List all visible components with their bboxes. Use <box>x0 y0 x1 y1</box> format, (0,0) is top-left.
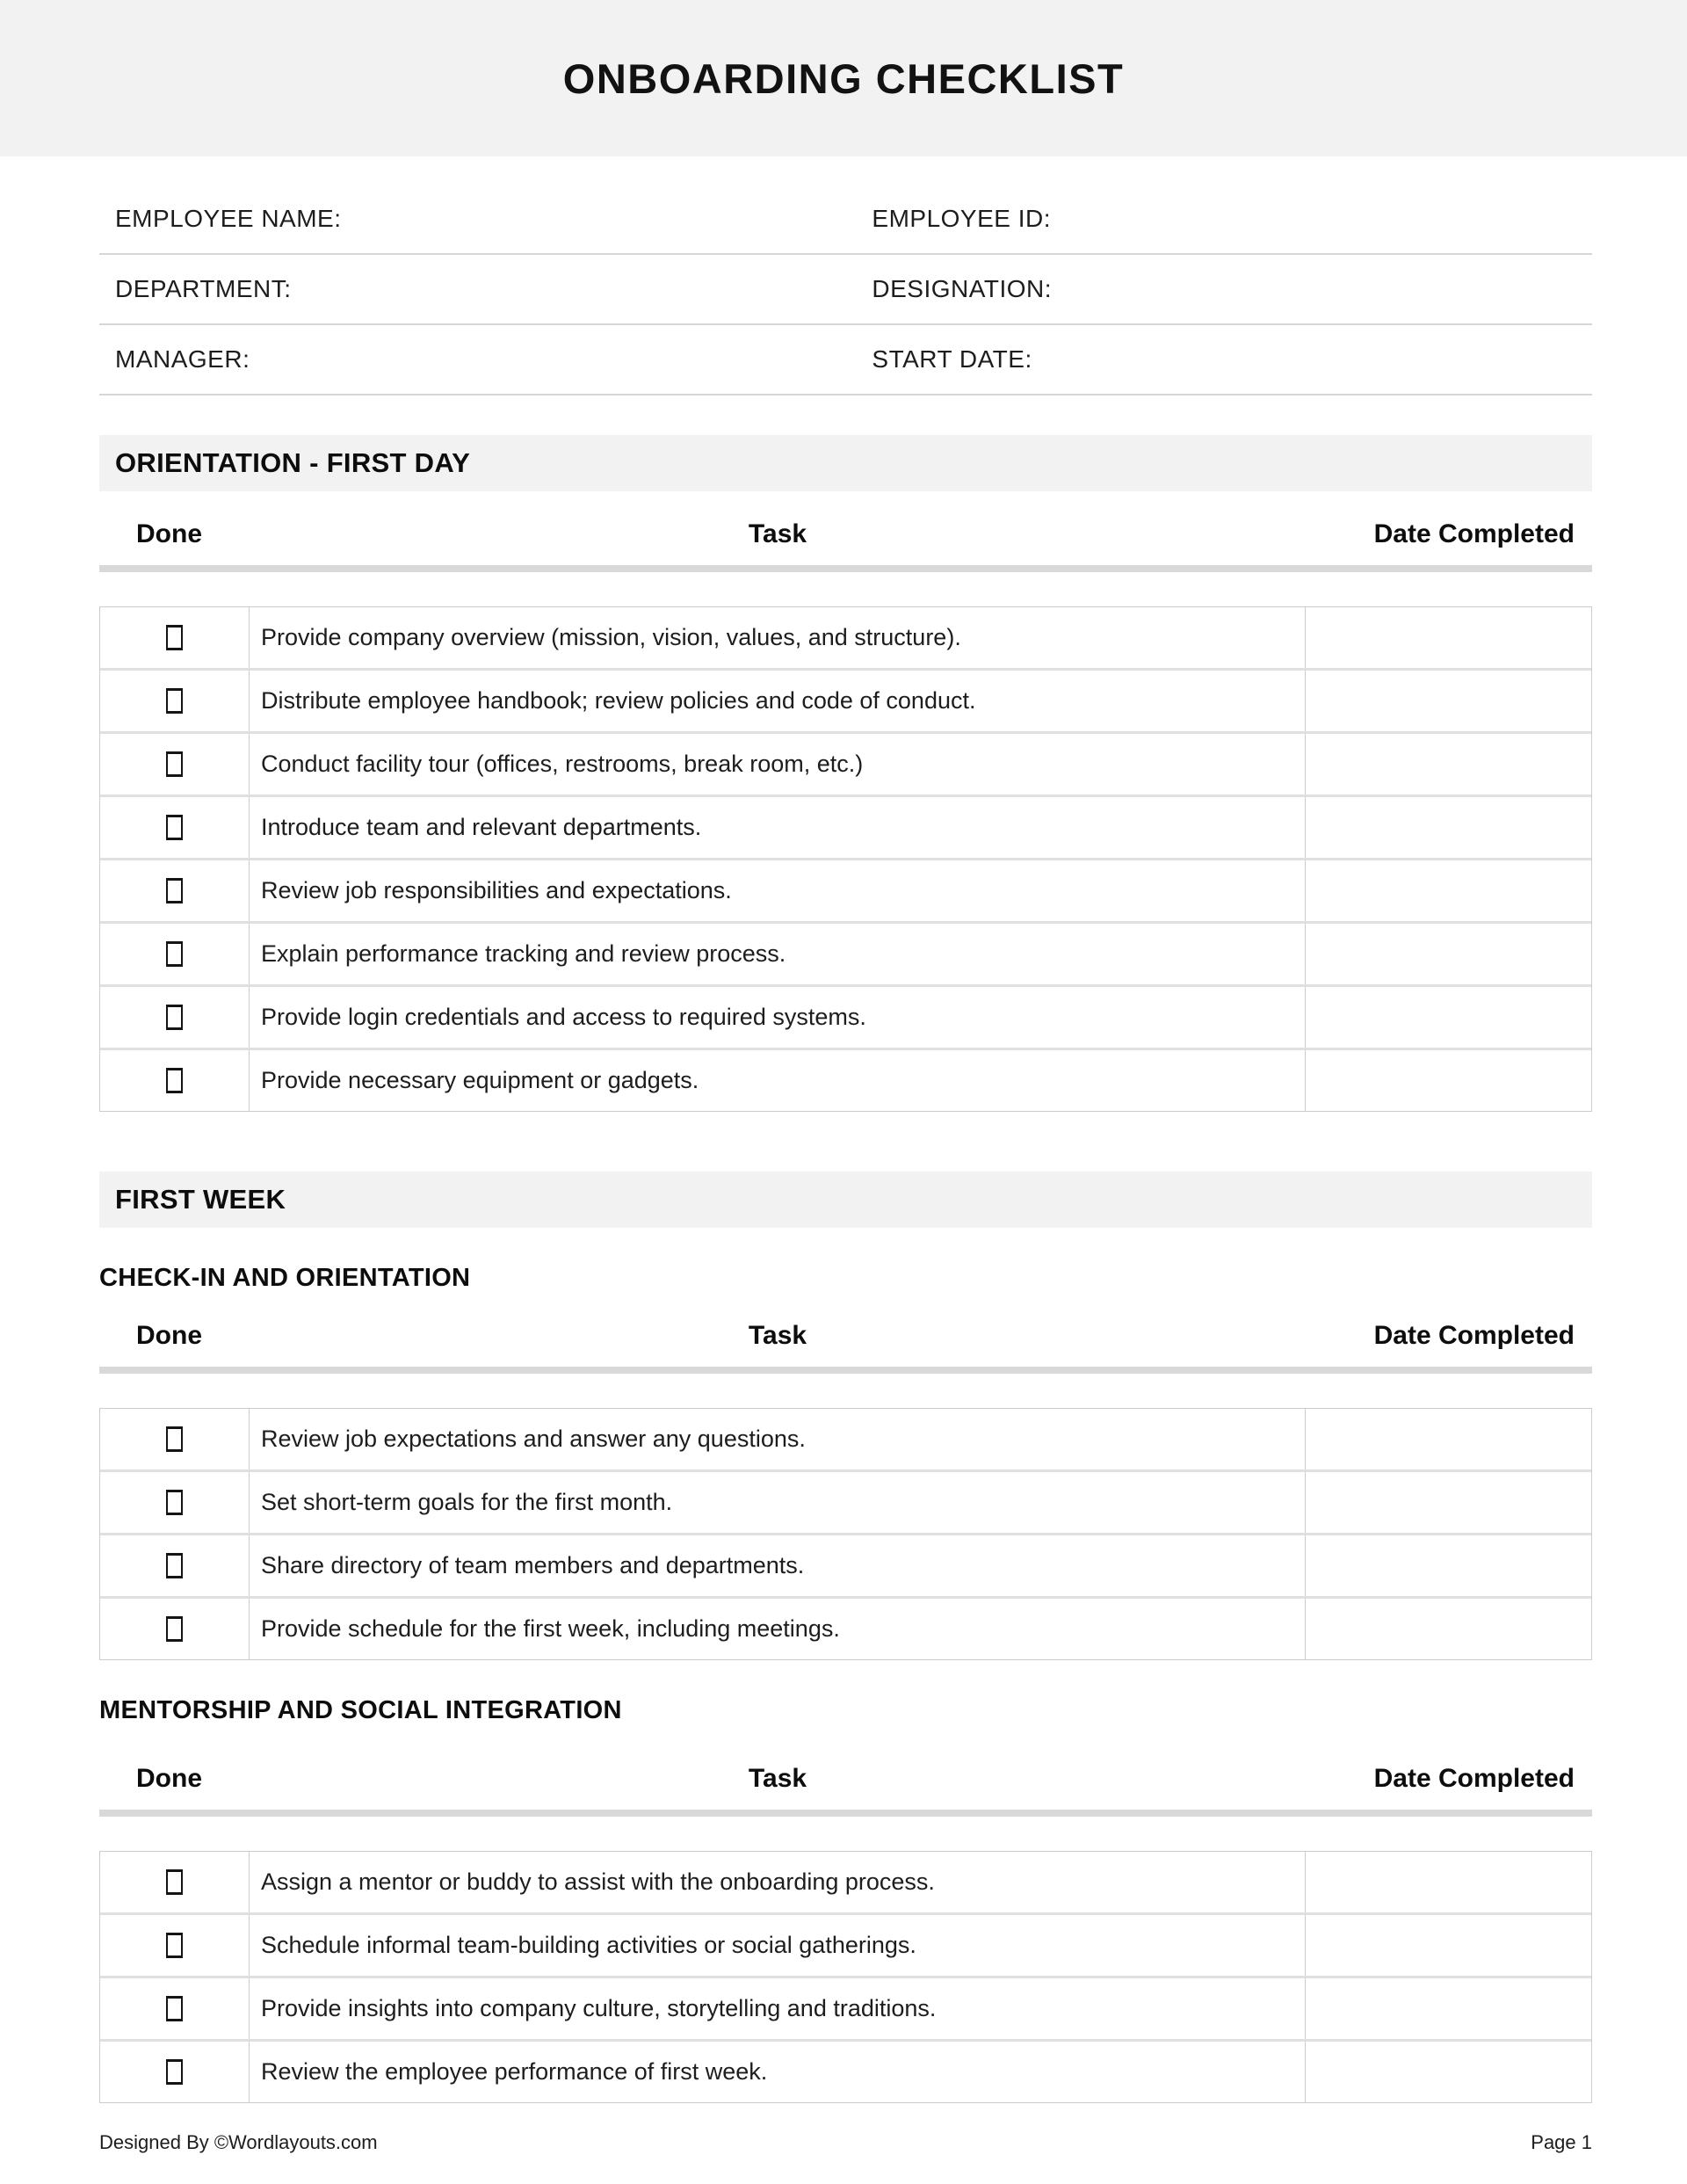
task-cell <box>250 1599 1306 1659</box>
task-label: Explain performance tracking and review process. <box>261 940 786 967</box>
task-label: Distribute employee handbook; review policies and code of conduct. <box>261 687 976 714</box>
task-cell <box>250 797 1306 858</box>
done-cell[interactable] <box>100 2042 250 2102</box>
date-completed-column-header: Date Completed <box>1373 519 1575 548</box>
empty-checkbox-icon[interactable] <box>166 878 183 903</box>
task-label: Provide company overview (mission, vision, values, and structure). <box>261 624 961 650</box>
done-cell[interactable] <box>100 1409 250 1469</box>
table-column-headers <box>99 1319 1592 1353</box>
task-cell <box>250 1915 1306 1976</box>
empty-checkbox-icon[interactable] <box>166 625 183 650</box>
task-cell <box>250 1050 1306 1111</box>
task-row <box>100 1050 1591 1111</box>
task-row <box>100 1535 1591 1599</box>
task-cell <box>250 1535 1306 1596</box>
task-label: Introduce team and relevant departments. <box>261 814 702 840</box>
task-label: Set short-term goals for the first month. <box>261 1489 673 1515</box>
table-column-headers <box>99 518 1592 551</box>
section-header-bar <box>99 435 1592 491</box>
task-label: Provide login credentials and access to required systems. <box>261 1004 866 1030</box>
mentorship-task-table <box>99 1851 1592 2103</box>
done-cell[interactable] <box>100 924 250 984</box>
date-completed-cell[interactable] <box>1306 1852 1591 1912</box>
task-cell <box>250 1852 1306 1912</box>
task-label: Schedule informal team-building activities or social gatherings. <box>261 1932 916 1958</box>
page-title: ONBOARDING CHECKLIST <box>562 54 1125 102</box>
designation-label: DESIGNATION: <box>872 275 1053 302</box>
task-row <box>100 1472 1591 1535</box>
empty-checkbox-icon[interactable] <box>166 1490 183 1515</box>
done-cell[interactable] <box>100 987 250 1048</box>
empty-checkbox-icon[interactable] <box>166 1426 183 1452</box>
task-row <box>100 987 1591 1050</box>
task-column-header: Task <box>748 1764 807 1793</box>
date-completed-column-header: Date Completed <box>1373 1764 1575 1793</box>
task-row <box>100 1915 1591 1978</box>
date-completed-cell[interactable] <box>1306 1409 1591 1469</box>
task-cell <box>250 671 1306 731</box>
done-cell[interactable] <box>100 1978 250 2039</box>
empty-checkbox-icon[interactable] <box>166 2059 183 2085</box>
info-row <box>99 325 1592 395</box>
empty-checkbox-icon[interactable] <box>166 688 183 714</box>
date-completed-cell[interactable] <box>1306 1535 1591 1596</box>
section-title: ORIENTATION - FIRST DAY <box>115 447 471 478</box>
task-column-header: Task <box>748 519 807 548</box>
done-cell[interactable] <box>100 797 250 858</box>
empty-checkbox-icon[interactable] <box>166 1869 183 1895</box>
subsection-title: CHECK-IN AND ORIENTATION <box>99 1264 471 1292</box>
section-first-week <box>99 1172 1592 2103</box>
task-cell <box>250 1409 1306 1469</box>
task-cell <box>250 1978 1306 2039</box>
done-cell[interactable] <box>100 860 250 921</box>
date-completed-cell[interactable] <box>1306 607 1591 668</box>
info-row <box>99 185 1592 255</box>
table-column-headers <box>99 1762 1592 1796</box>
task-row <box>100 734 1591 797</box>
task-cell <box>250 924 1306 984</box>
task-label: Review job expectations and answer any questions. <box>261 1426 806 1452</box>
task-row <box>100 797 1591 860</box>
footer-credit: Designed By ©Wordlayouts.com <box>99 2131 378 2153</box>
date-completed-cell[interactable] <box>1306 1915 1591 1976</box>
header-rule <box>99 1367 1592 1374</box>
done-cell[interactable] <box>100 1852 250 1912</box>
task-label: Assign a mentor or buddy to assist with the onboarding process. <box>261 1868 935 1895</box>
done-cell[interactable] <box>100 1535 250 1596</box>
empty-checkbox-icon[interactable] <box>166 815 183 840</box>
task-label: Provide schedule for the first week, including meetings. <box>261 1615 840 1642</box>
task-row <box>100 924 1591 987</box>
done-column-header: Done <box>136 1764 202 1793</box>
task-row <box>100 1978 1591 2042</box>
empty-checkbox-icon[interactable] <box>166 1068 183 1093</box>
employee-name-label: EMPLOYEE NAME: <box>115 205 342 232</box>
date-completed-cell[interactable] <box>1306 797 1591 858</box>
date-completed-cell[interactable] <box>1306 987 1591 1048</box>
start-date-label: START DATE: <box>872 345 1032 373</box>
employee-id-label: EMPLOYEE ID: <box>872 205 1052 232</box>
empty-checkbox-icon[interactable] <box>166 751 183 777</box>
done-cell[interactable] <box>100 734 250 795</box>
task-cell <box>250 2042 1306 2102</box>
date-completed-cell[interactable] <box>1306 1599 1591 1659</box>
date-completed-cell[interactable] <box>1306 1472 1591 1533</box>
employee-info-section <box>99 185 1592 395</box>
task-row <box>100 671 1591 734</box>
header-rule <box>99 1810 1592 1817</box>
task-label: Share directory of team members and departments. <box>261 1552 805 1578</box>
check-in-task-table <box>99 1408 1592 1660</box>
task-row <box>100 2042 1591 2102</box>
info-row <box>99 255 1592 325</box>
task-label: Provide insights into company culture, storytelling and traditions. <box>261 1995 937 2021</box>
task-cell <box>250 734 1306 795</box>
task-cell <box>250 860 1306 921</box>
subsection-mentorship <box>99 1695 1592 2103</box>
section-title: FIRST WEEK <box>115 1184 286 1215</box>
done-cell[interactable] <box>100 1915 250 1976</box>
task-label: Review job responsibilities and expectations. <box>261 877 732 903</box>
done-column-header: Done <box>136 1321 202 1350</box>
task-cell <box>250 607 1306 668</box>
task-row <box>100 1852 1591 1915</box>
empty-checkbox-icon[interactable] <box>166 941 183 967</box>
empty-checkbox-icon[interactable] <box>166 1553 183 1578</box>
date-completed-cell[interactable] <box>1306 860 1591 921</box>
done-cell[interactable] <box>100 607 250 668</box>
task-column-header: Task <box>748 1321 807 1350</box>
done-cell[interactable] <box>100 1599 250 1659</box>
task-label: Provide necessary equipment or gadgets. <box>261 1067 699 1093</box>
task-row <box>100 860 1591 924</box>
section-orientation-first-day <box>99 435 1592 1112</box>
task-row <box>100 1409 1591 1472</box>
date-completed-cell[interactable] <box>1306 1050 1591 1111</box>
subsection-title: MENTORSHIP AND SOCIAL INTEGRATION <box>99 1696 622 1724</box>
task-label: Review the employee performance of first week. <box>261 2058 768 2085</box>
empty-checkbox-icon[interactable] <box>166 1933 183 1958</box>
title-band <box>0 0 1687 156</box>
orientation-task-table <box>99 606 1592 1112</box>
done-cell[interactable] <box>100 1050 250 1111</box>
done-column-header: Done <box>136 519 202 548</box>
page-content <box>99 156 1592 2103</box>
empty-checkbox-icon[interactable] <box>166 1005 183 1030</box>
date-completed-column-header: Date Completed <box>1373 1321 1575 1350</box>
header-rule <box>99 565 1592 572</box>
task-row <box>100 1599 1591 1659</box>
date-completed-cell[interactable] <box>1306 734 1591 795</box>
date-completed-cell[interactable] <box>1306 924 1591 984</box>
done-cell[interactable] <box>100 671 250 731</box>
empty-checkbox-icon[interactable] <box>166 1996 183 2021</box>
section-header-bar <box>99 1172 1592 1228</box>
subsection-check-in <box>99 1263 1592 1660</box>
page-footer <box>99 2131 1592 2154</box>
manager-label: MANAGER: <box>115 345 250 373</box>
task-cell <box>250 987 1306 1048</box>
department-label: DEPARTMENT: <box>115 275 292 302</box>
task-row <box>100 607 1591 671</box>
date-completed-cell[interactable] <box>1306 671 1591 731</box>
page-number: Page 1 <box>1531 2131 1592 2153</box>
task-label: Conduct facility tour (offices, restrooms, break room, etc.) <box>261 751 864 777</box>
date-completed-cell[interactable] <box>1306 2042 1591 2102</box>
task-cell <box>250 1472 1306 1533</box>
done-cell[interactable] <box>100 1472 250 1533</box>
empty-checkbox-icon[interactable] <box>166 1616 183 1642</box>
date-completed-cell[interactable] <box>1306 1978 1591 2039</box>
